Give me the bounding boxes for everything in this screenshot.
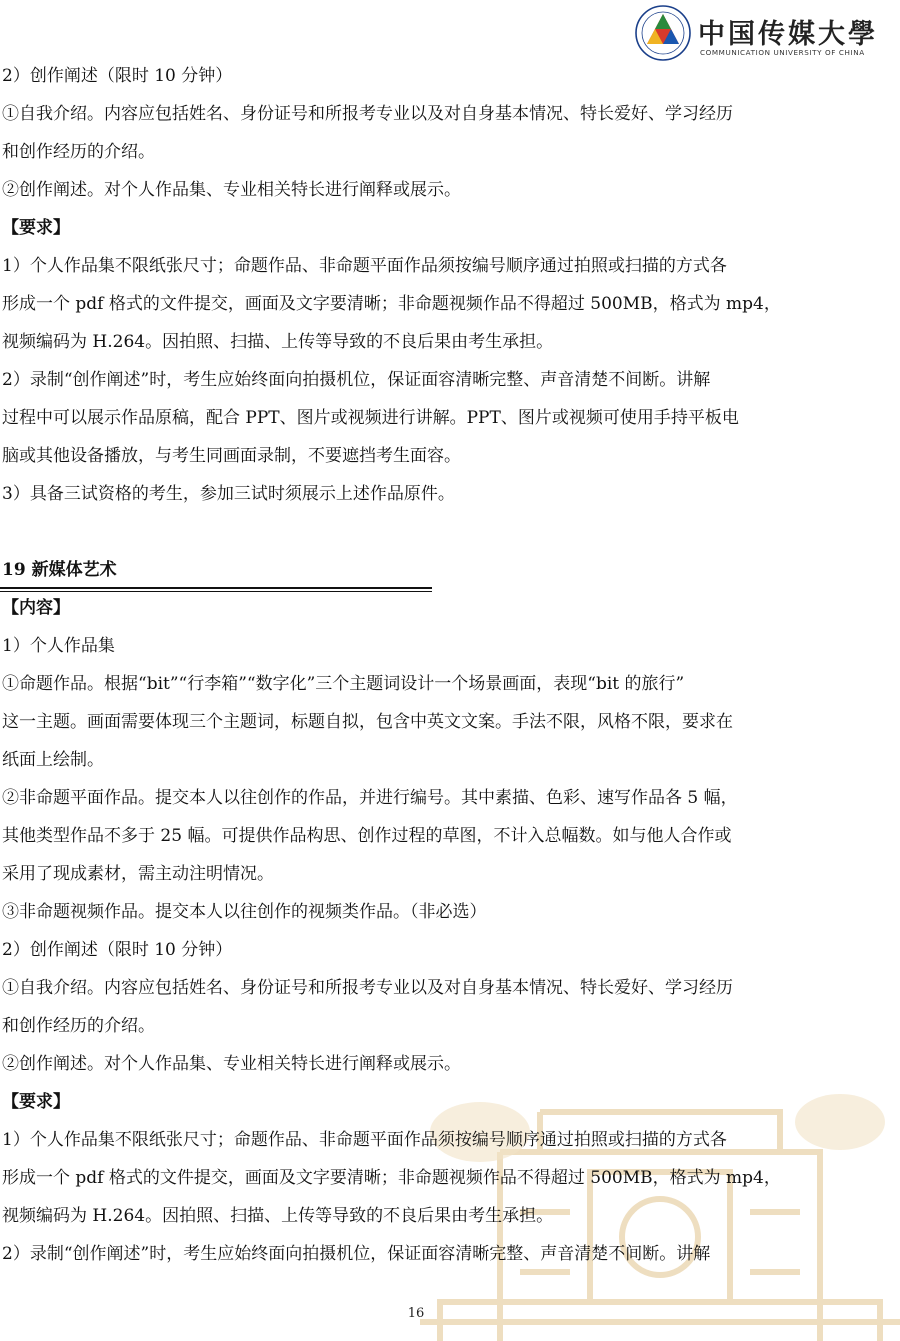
paragraph-line: 这一主题。画面需要体现三个主题词，标题自拟，包含中英文文案。手法不限，风格不限，要求在 [2,712,733,732]
paragraph-line: 形成一个 pdf 格式的文件提交，画面及文字要清晰；非命题视频作品不得超过 500MB，格式为 mp4， [2,1168,781,1188]
paragraph-line: 2）录制“创作阐述”时，考生应始终面向拍摄机位，保证面容清晰完整、声音清楚不间断。讲解 [2,370,711,390]
paragraph-line: 2）录制“创作阐述”时，考生应始终面向拍摄机位，保证面容清晰完整、声音清楚不间断。讲解 [2,1244,711,1264]
paragraph-line: 1）个人作品集不限纸张尺寸；命题作品、非命题平面作品须按编号顺序通过拍照或扫描的方式各 [2,256,727,276]
section-divider [0,587,432,592]
logo-english-name: COMMUNICATION UNIVERSITY OF CHINA [700,48,865,57]
paragraph-line: 3）具备三试资格的考生，参加三试时须展示上述作品原件。 [2,484,455,504]
paragraph-line: 纸面上绘制。 [2,750,104,770]
paragraph-line: ②创作阐述。对个人作品集、专业相关特长进行阐释或展示。 [2,180,461,200]
section-title: 19 新媒体艺术 [2,560,117,580]
requirements-heading: 【要求】 [2,1092,70,1112]
paragraph-line: ①自我介绍。内容应包括姓名、身份证号和所报考专业以及对自身基本情况、特长爱好、学习经历 [2,978,733,998]
paragraph-line: ①命题作品。根据“bit”“行李箱”“数字化”三个主题词设计一个场景画面，表现“bit 的旅行” [2,674,685,694]
paragraph-line: ②创作阐述。对个人作品集、专业相关特长进行阐释或展示。 [2,1054,461,1074]
paragraph-line: 1）个人作品集不限纸张尺寸；命题作品、非命题平面作品须按编号顺序通过拍照或扫描的方式各 [2,1130,727,1150]
paragraph-line: ①自我介绍。内容应包括姓名、身份证号和所报考专业以及对自身基本情况、特长爱好、学习经历 [2,104,733,124]
paragraph-line: 视频编码为 H.264。因拍照、扫描、上传等导致的不良后果由考生承担。 [2,1206,554,1226]
paragraph-line: 形成一个 pdf 格式的文件提交，画面及文字要清晰；非命题视频作品不得超过 500MB，格式为 mp4， [2,294,781,314]
requirements-heading: 【要求】 [2,218,70,238]
paragraph-line: ③非命题视频作品。提交本人以往创作的视频类作品。（非必选） [2,902,487,922]
paragraph-line: 2）创作阐述（限时 10 分钟） [2,940,233,960]
paragraph-line: 和创作经历的介绍。 [2,1016,155,1036]
paragraph-line: 视频编码为 H.264。因拍照、扫描、上传等导致的不良后果由考生承担。 [2,332,554,352]
paragraph-line: 脑或其他设备播放，与考生同画面录制，不要遮挡考生面容。 [2,446,461,466]
paragraph-line: 过程中可以展示作品原稿，配合 PPT、图片或视频进行讲解。PPT、图片或视频可使用手持平板电 [2,408,739,428]
paragraph-line: 和创作经历的介绍。 [2,142,155,162]
page-number: 16 [407,1306,425,1321]
paragraph-line: 其他类型作品不多于 25 幅。可提供作品构思、创作过程的草图，不计入总幅数。如与他人合作或 [2,826,732,846]
paragraph-line: 1）个人作品集 [2,636,115,656]
paragraph-line: 2）创作阐述（限时 10 分钟） [2,66,233,86]
content-heading: 【内容】 [2,598,70,618]
paragraph-line: 采用了现成素材，需主动注明情况。 [2,864,274,884]
logo-chinese-name: 中国传媒大學 [698,19,878,50]
paragraph-line: ②非命题平面作品。提交本人以往创作的作品，并进行编号。其中素描、色彩、速写作品各 5 幅， [2,788,738,808]
